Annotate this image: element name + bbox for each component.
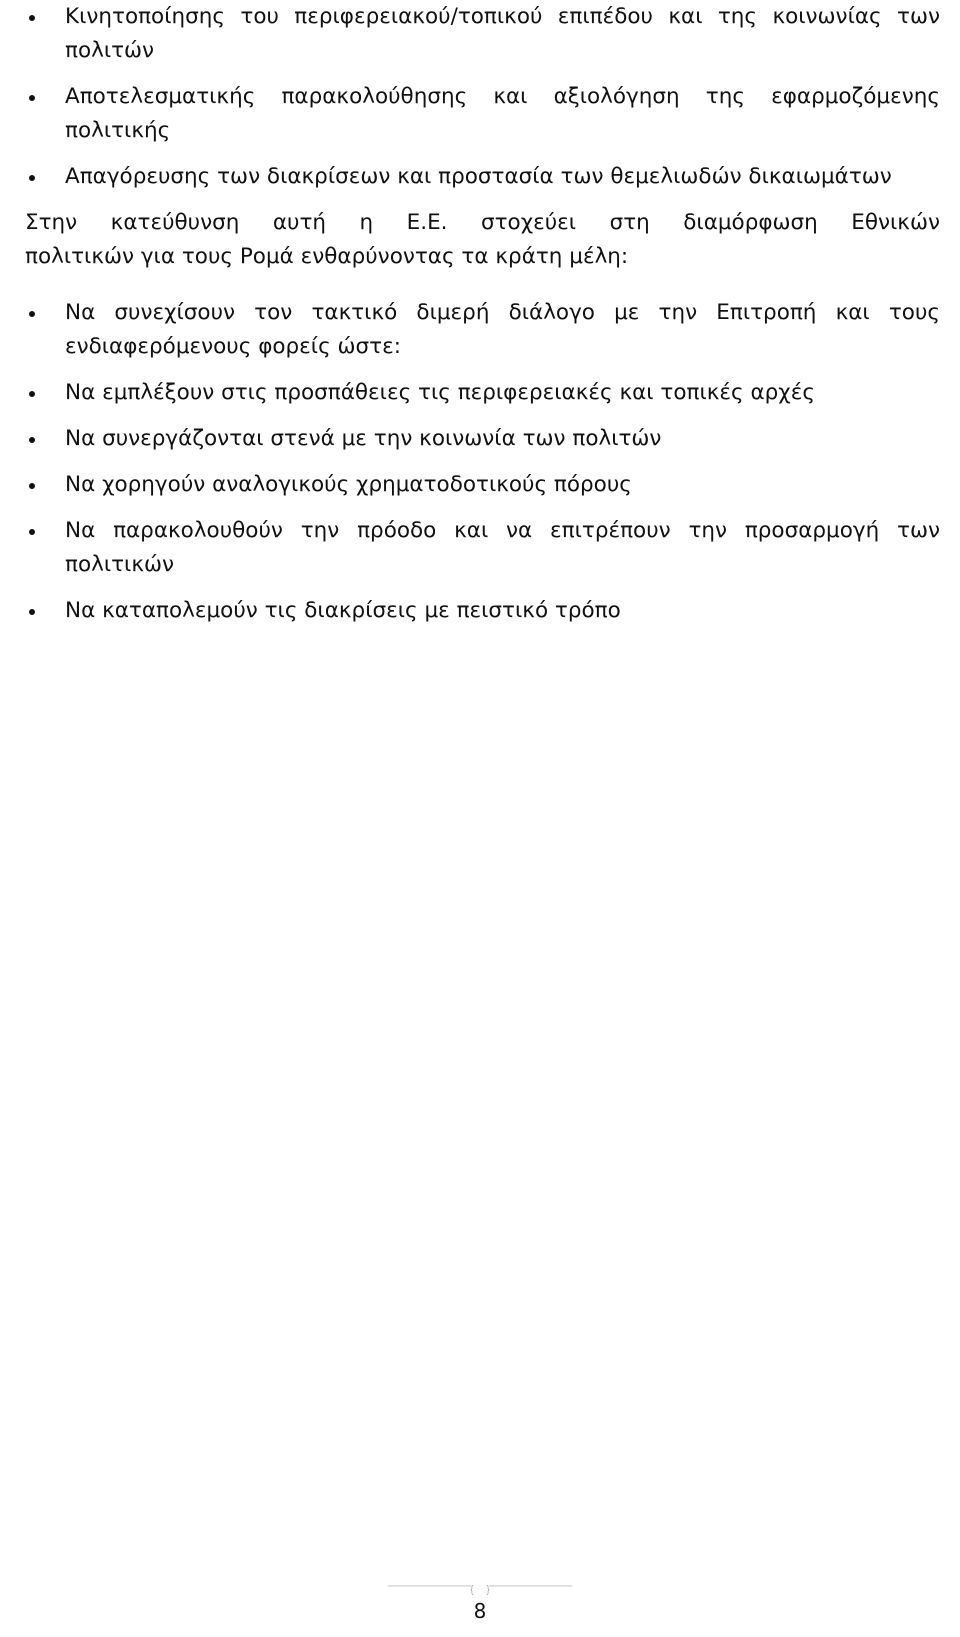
list-item <box>25 514 940 582</box>
paragraph-line-1: Στην κατεύθυνση αυτή η Ε.Ε. στοχεύει στη διαμόρφωση Εθνικών <box>25 210 940 235</box>
bullet-icon <box>29 391 35 397</box>
bullet-icon <box>29 175 35 181</box>
list-item <box>25 594 940 628</box>
list-item-text: Να συνεργάζονται στενά με την κοινωνία των πολιτών <box>65 426 662 451</box>
bullet-icon <box>29 95 35 101</box>
list-item <box>25 0 940 68</box>
list-item-text: Να συνεχίσουν τον τακτικό διμερή διάλογο με την Επιτροπή και τους ενδιαφερόμενους φορείς ώστε: <box>65 300 940 359</box>
list-item-text: Να εμπλέξουν στις προσπάθειες τις περιφερειακές και τοπικές αρχές <box>65 380 815 405</box>
bullet-icon <box>29 483 35 489</box>
bullet-icon <box>29 437 35 443</box>
bullet-icon <box>29 15 35 21</box>
paragraph-line-2: πολιτικών για τους Ρομά ενθαρύνοντας τα κράτη μέλη: <box>25 244 629 269</box>
list-item <box>25 80 940 148</box>
document-body <box>25 0 940 640</box>
page-footer <box>0 1585 960 1637</box>
bullet-icon <box>29 529 35 535</box>
footer-bracket-rule <box>0 1585 960 1595</box>
list-item <box>25 296 940 364</box>
list-item <box>25 160 940 194</box>
list-item <box>25 468 940 502</box>
list-item-text: Απαγόρευσης των διακρίσεων και προστασία των θεμελιωδών δικαιωμάτων <box>65 164 892 189</box>
body-paragraph <box>25 206 940 274</box>
bullet-icon <box>29 609 35 615</box>
list-item-text: Να χορηγούν αναλογικούς χρηματοδοτικούς πόρους <box>65 472 632 497</box>
list-item-text: Να παρακολουθούν την πρόοδο και να επιτρέπουν την προσαρμογή των πολιτικών <box>65 518 940 577</box>
list-item-text: Κινητοποίησης του περιφερειακού/τοπικού επιπέδου και της κοινωνίας των πολιτών <box>65 4 940 63</box>
bullet-icon <box>29 311 35 317</box>
objectives-list <box>25 0 940 194</box>
list-item-text: Να καταπολεμούν τις διακρίσεις με πειστικό τρόπο <box>65 598 621 623</box>
list-item <box>25 376 940 410</box>
page-number: 8 <box>473 1599 487 1623</box>
list-item-text: Αποτελεσματικής παρακολούθησης και αξιολόγηση της εφαρμοζόμενης πολιτικής <box>65 84 940 143</box>
list-item <box>25 422 940 456</box>
member-state-actions-list <box>25 296 940 628</box>
